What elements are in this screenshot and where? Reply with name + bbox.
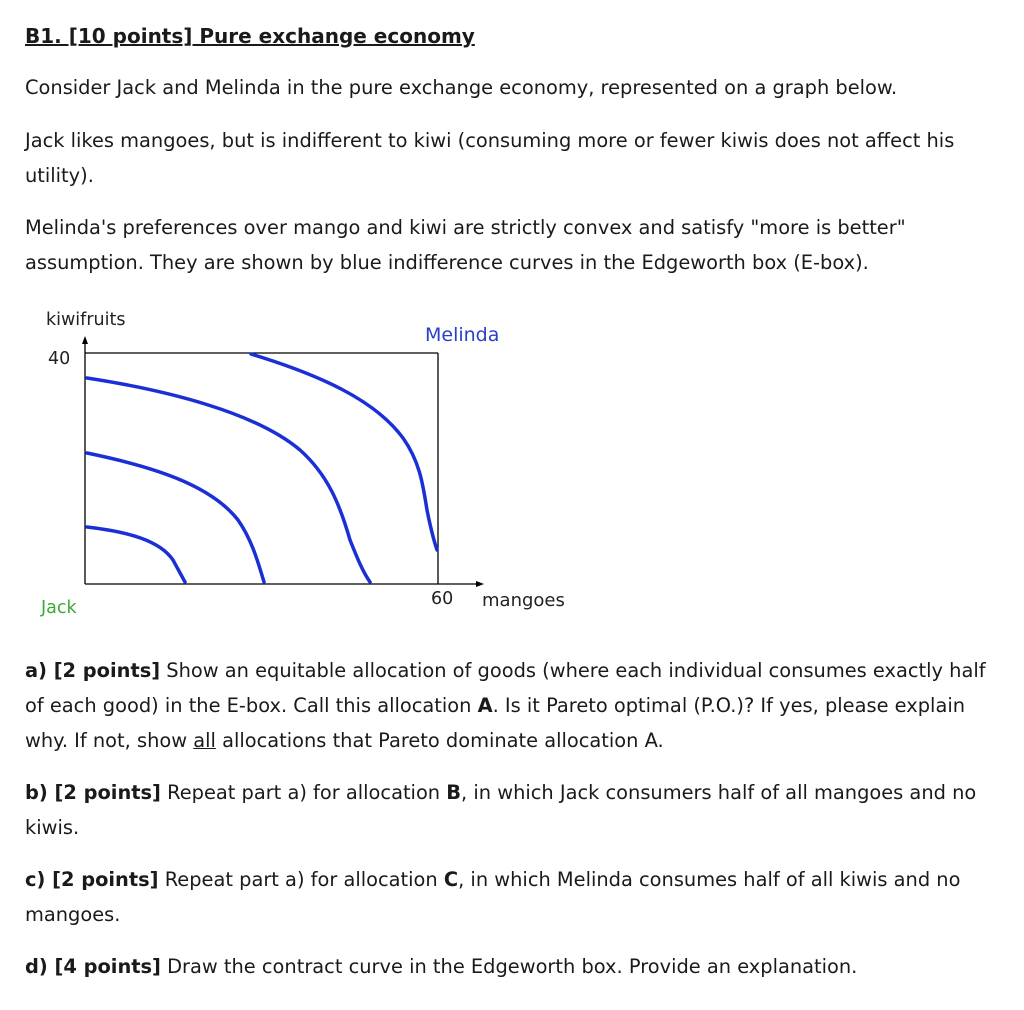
question-b-text-1: Repeat part a) for allocation — [160, 781, 447, 804]
problem-heading: B1. [10 points] Pure exchange economy — [25, 24, 475, 48]
question-a-label: a) [2 points] — [25, 659, 161, 682]
question-b-label: b) [2 points] — [25, 781, 161, 804]
question-a-text-3: allocations that Pareto dominate allocation A. — [215, 729, 664, 752]
x-axis-arrow — [476, 581, 484, 587]
y-axis-label: kiwifruits — [46, 310, 126, 330]
question-a-underlined-all: all — [193, 729, 216, 752]
question-d-label: d) [4 points] — [25, 955, 161, 978]
x-axis-label: mangoes — [482, 590, 565, 611]
indifference-curve-3 — [87, 378, 370, 582]
x-max-tick-label: 60 — [431, 589, 454, 609]
question-d-text-1: Draw the contract curve in the Edgeworth box. Provide an explanation. — [160, 955, 858, 978]
jack-origin-label: Jack — [41, 598, 77, 618]
allocation-b-letter: B — [446, 781, 462, 804]
question-c-label: c) [2 points] — [25, 868, 159, 891]
allocation-c-letter: C — [443, 868, 459, 891]
melinda-preference-paragraph: Melinda's preferences over mango and kiwi are strictly convex and satisfy "more is better" assumption. They are shown by blue indifference curves in the Edgeworth box (E-box). — [25, 216, 906, 274]
indifference-curves — [87, 354, 437, 582]
intro-paragraph: Consider Jack and Melinda in the pure exchange economy, represented on a graph below. — [25, 76, 898, 99]
question-b-text-2: , in which Jack consumers half of all mangoes and no kiwis. — [25, 781, 977, 839]
melinda-origin-label: Melinda — [425, 324, 500, 346]
allocation-a-letter: A — [477, 694, 493, 717]
question-c-text-1: Repeat part a) for allocation — [158, 868, 444, 891]
question-a-text-1: Show an equitable allocation of goods (where each individual consumes exactly half of each good) in the E-box. Call this allocation — [25, 659, 986, 717]
y-axis-arrow — [82, 336, 88, 344]
question-a-text-2: . Is it Pareto optimal (P.O.)? If yes, please explain why. If not, show — [25, 694, 965, 752]
jack-preference-paragraph: Jack likes mangoes, but is indifferent to kiwi (consuming more or fewer kiwis does not affect his utility). — [25, 129, 955, 187]
y-max-tick-label: 40 — [48, 349, 71, 369]
question-c-text-2: , in which Melinda consumes half of all kiwis and no mangoes. — [25, 868, 961, 926]
indifference-curve-1 — [87, 527, 185, 582]
